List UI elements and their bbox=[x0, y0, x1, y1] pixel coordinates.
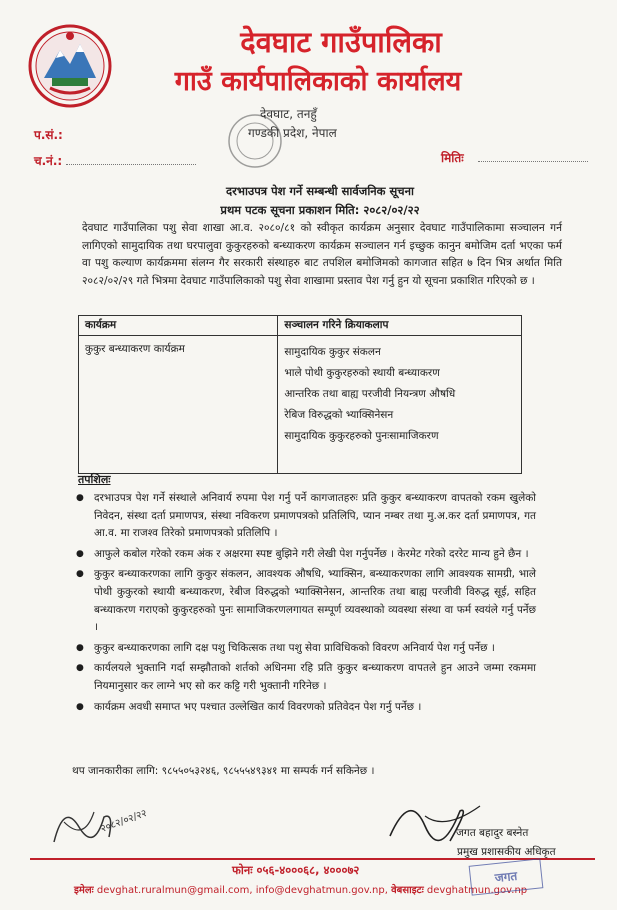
table-header-row bbox=[79, 316, 522, 336]
footer-contacts bbox=[74, 882, 527, 896]
address-line-2: गण्डकी प्रदेश, नेपाल bbox=[248, 126, 337, 140]
date-dotted-line bbox=[478, 161, 588, 162]
activity-item: भाले पोथी कुकुरहरुको स्थायी बन्ध्याकरण bbox=[284, 367, 440, 379]
notice-body: देवघाट गाउँपालिका पशु सेवा शाखा आ.व. २०८०/८१ को स्वीकृत कार्यक्रम अनुसार देवघाट गाउँपालिकामा सञ्चालन गर्न लागिएको सामुदायिक तथा घरपालुवा कुकुरहरुको बन्ध्याकरण कार्यक्रम सञ्चालन गर्न इच्छुक कानुन बमोजिम दर्ता भएका फर्म वा पशु कल्याण कार्यक्रममा संलग्न गैर सरकारी संस्थाहरु बाट तपशिल बमोजिमको कागजात सहित ७ दिन भित्र अर्थात मिति २०८२/०२/२९ गते भित्रमा देवघाट गाउँपालिकाको पशु सेवा शाखामा प्रस्ताव पेश गर्नु हुन यो सूचना प्रकाशित गरिएको छ । bbox=[82, 222, 562, 287]
activity-item: रेबिज विरुद्धको भ्याक्सिनेसन bbox=[284, 409, 394, 421]
list-item: ● कुकुर बन्ध्याकरणका लागि दक्ष पशु चिकित्सक तथा पशु सेवा प्राविधिकको विवरण अनिवार्य पेश गर्नु पर्नेछ । bbox=[76, 640, 536, 658]
address-line-1: देवघाट, तनहुँ bbox=[260, 107, 317, 121]
details-list bbox=[76, 490, 536, 719]
program-table bbox=[78, 315, 522, 474]
nepal-emblem-logo bbox=[26, 22, 114, 110]
table-header-activities: सञ्चालन गरिने क्रियाकलाप bbox=[278, 316, 522, 336]
list-item: ● कार्यलयले भुक्तानि गर्दा सम्झौताको शर्तको अधिनमा रहि प्रति कुकुर बन्ध्याकरण वापतले हुन आउने जम्मा रकममा नियमानुसार कर लाग्ने भए सो कर कट्टि गरी भुक्तानी गरिनेछ । bbox=[76, 660, 536, 695]
notice-heading: दरभाउपत्र पेश गर्ने सम्बन्धी सार्वजनिक सूचना bbox=[226, 184, 414, 198]
footer-divider bbox=[30, 858, 595, 860]
officer-role: प्रमुख प्रशासकीय अधिकृत bbox=[457, 846, 556, 858]
chalani-dotted-line bbox=[66, 164, 196, 165]
officer-name: जगत बहादुर बस्नेत bbox=[456, 827, 529, 839]
activity-item: आन्तरिक तथा बाह्य परजीवी नियन्त्रण औषधि bbox=[284, 388, 456, 400]
chalani-number-label: च.नं.: bbox=[34, 154, 63, 168]
list-item: ● आफुले कबोल गरेको रकम अंक र अक्षरमा स्पष्ट बुझिने गरी लेखी पेश गर्नुपर्नेछ । केरमेट गरेको दररेट मान्य हुने छैन । bbox=[76, 546, 536, 564]
municipality-title: देवघाट गाउँपालिका bbox=[240, 25, 442, 59]
handwritten-signature-left bbox=[44, 782, 174, 862]
patra-sankhya-label: प.सं.: bbox=[34, 128, 63, 142]
office-title: गाउँ कार्यपालिकाको कार्यालय bbox=[174, 66, 462, 97]
contact-info: थप जानकारीका लागि: ९८५५०५३२४६, ९८५५५४९३४१ मा सम्पर्क गर्न सकिनेछ । bbox=[72, 765, 375, 777]
date-label: मितिः bbox=[441, 151, 464, 165]
table-cell-activities bbox=[278, 336, 522, 474]
activity-item: सामुदायिक कुकुरहरुको पुनःसामाजिकरण bbox=[284, 430, 439, 442]
notice-subheading: प्रथम पटक सूचना प्रकाशन मिति: २०८२/०२/२२ bbox=[220, 203, 420, 217]
list-item: ● दरभाउपत्र पेश गर्ने संस्थाले अनिवार्य रुपमा पेश गर्नु पर्ने कागजातहरुः प्रति कुकुर बन्ध्याकरण वापतको रकम खुलेको निवेदन, संस्था दर्ता प्रमाणपत्र, संस्था नविकरण प्रमाणपत्रको प्रतिलिपि, प्यान नम्बर तथा मु.अ.कर दर्ता प्रमाणपत्र, गत आ.व. मा राजश्व तिरेको प्रमाणपत्रको प्रतिलिपि । bbox=[76, 490, 536, 543]
name-stamp: जगत bbox=[469, 858, 544, 895]
table-header-program: कार्यक्रम bbox=[79, 316, 278, 336]
activity-item: सामुदायिक कुकुर संकलन bbox=[284, 346, 381, 358]
details-label: तपशिलः bbox=[78, 473, 111, 486]
email-addresses[interactable]: devghat.ruralmun@gmail.com, info@devghatmun.gov.np, bbox=[96, 885, 388, 896]
table-row bbox=[79, 336, 522, 474]
website-link[interactable]: devghatmun.gov.np bbox=[426, 885, 528, 896]
table-cell-program: कुकुर बन्ध्याकरण कार्यक्रम bbox=[79, 336, 278, 474]
website-label: वेबसाइटः bbox=[391, 885, 424, 896]
list-item: ● कार्यक्रम अवधी समाप्त भए पश्चात उल्लेखित कार्य विवरणको प्रतिवेदन पेश गर्नु पर्नेछ । bbox=[76, 699, 536, 717]
list-item: ● कुकुर बन्ध्याकरणका लागि कुकुर संकलन, आवश्यक औषधि, भ्याक्सिन, बन्ध्याकरणका लागि आवश्यक सामग्री, भाले पोथी कुकुरको स्थायी बन्ध्याकरण, रेबीज विरुद्धको भ्याक्सिनेसन, आन्तरिक तथा बाह्य परजीवी विरुद्ध सूई, सहित बन्ध्याकरण गराएको कुकुरहरुको पुनः सामाजिकरणलगायत सम्पूर्ण व्यवस्थाको व्यवस्था संस्था वा फर्म स्वयंले गर्नु पर्नेछ । bbox=[76, 566, 536, 636]
footer-phone: फोनः ०५६-४०००६८, ४०००७२ bbox=[232, 863, 360, 877]
email-label: इमेलः bbox=[74, 885, 94, 896]
handwritten-date: २०८२/०२/२२ bbox=[99, 807, 149, 835]
